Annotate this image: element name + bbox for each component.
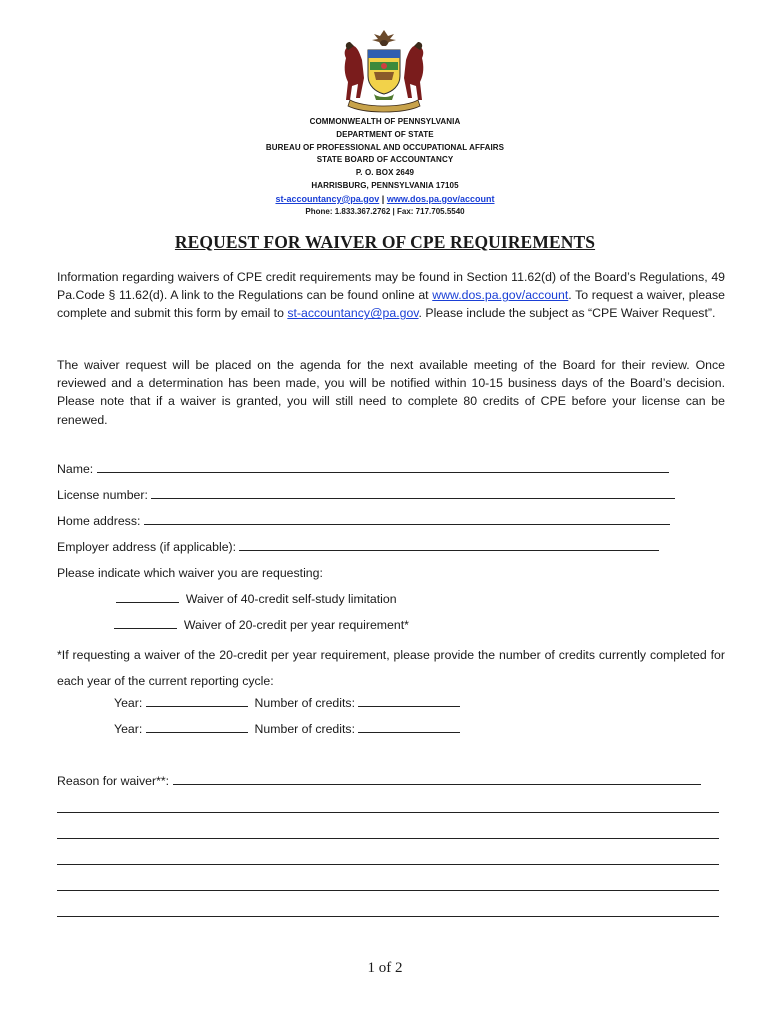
submit-email-link[interactable]: st-accountancy@pa.gov xyxy=(287,306,419,321)
name-label: Name: xyxy=(57,462,97,476)
reason-continuation-line[interactable] xyxy=(57,916,719,917)
license-input-line[interactable] xyxy=(151,487,675,499)
waiver-20-check-line[interactable] xyxy=(114,617,177,629)
year-label: Year: xyxy=(114,722,146,736)
header-line: BUREAU OF PROFESSIONAL AND OCCUPATIONAL AFFAIRS xyxy=(265,142,505,152)
reason-continuation-line[interactable] xyxy=(57,812,719,813)
pennsylvania-seal-logo xyxy=(334,28,434,114)
waiver-option-20-credit xyxy=(114,617,409,633)
intro-text: . To request a waiver, please complete and submit this form by email to xyxy=(57,288,725,321)
year-row xyxy=(114,721,460,737)
agency-header xyxy=(0,116,770,218)
waiver-40-check-line[interactable] xyxy=(116,591,179,603)
employer-address-input-line[interactable] xyxy=(239,539,659,551)
credits-note: *If requesting a waiver of the 20-credit per year requirement, please provide the number of credits currently completed for each year of the current reporting cycle: xyxy=(57,648,725,688)
header-line: HARRISBURG, PENNSYLVANIA 17105 xyxy=(311,180,459,190)
credits-label: Number of credits: xyxy=(247,696,359,710)
website-link[interactable]: www.dos.pa.gov/account xyxy=(386,193,495,204)
credits-input-line[interactable] xyxy=(358,721,460,733)
intro-text: . Please include the subject as “CPE Waiver Request”. xyxy=(418,306,716,321)
intro-paragraph xyxy=(57,268,725,323)
year-row xyxy=(114,695,460,711)
email-link[interactable]: st-accountancy@pa.gov xyxy=(275,193,380,204)
waiver-20-label: Waiver of 20-credit per year requirement* xyxy=(177,618,409,632)
employer-address-label: Employer address (if applicable): xyxy=(57,540,240,554)
phone-fax: Phone: 1.833.367.2762 | Fax: 717.705.5540 xyxy=(305,206,465,216)
name-field xyxy=(57,461,669,477)
year-input-line[interactable] xyxy=(146,721,248,733)
reason-field xyxy=(57,773,701,789)
reason-continuation-line[interactable] xyxy=(57,864,719,865)
header-line: STATE BOARD OF ACCOUNTANCY xyxy=(316,155,454,165)
reason-continuation-line[interactable] xyxy=(57,890,719,891)
intro-text: Information regarding waivers of CPE credit requirements may be found in Section 11.62(d) of the Board’s Regulations, 49 Pa.Code § 11.62(d). A link to the Regulations can be found online at xyxy=(57,270,725,303)
credits-label: Number of credits: xyxy=(247,722,359,736)
header-line: DEPARTMENT OF STATE xyxy=(336,129,434,139)
waiver-option-40-credit xyxy=(116,591,397,607)
license-label: License number: xyxy=(57,488,152,502)
name-input-line[interactable] xyxy=(97,461,669,473)
review-paragraph: The waiver request will be placed on the agenda for the next available meeting of the Board for their review. Once reviewed and a determination has been made, you will be notified within 10-15 business days of the Board’s decision. Please note that if a waiver is granted, you will still need to complete 80 credits of CPE before your license can be renewed. xyxy=(57,358,725,427)
form-title: REQUEST FOR WAIVER OF CPE REQUIREMENTS xyxy=(174,232,596,252)
waiver-prompt: Please indicate which waiver you are requesting: xyxy=(57,566,323,580)
year-input-line[interactable] xyxy=(146,695,248,707)
home-address-field xyxy=(57,513,670,529)
reason-label: Reason for waiver**: xyxy=(57,774,173,788)
reason-continuation-line[interactable] xyxy=(57,838,719,839)
home-address-input-line[interactable] xyxy=(144,513,670,525)
employer-address-field xyxy=(57,539,659,555)
waiver-40-label: Waiver of 40-credit self-study limitation xyxy=(179,592,397,606)
reason-input-line[interactable] xyxy=(173,773,701,785)
license-field xyxy=(57,487,675,503)
header-line: COMMONWEALTH OF PENNSYLVANIA xyxy=(309,117,461,126)
page-number: 1 of 2 xyxy=(367,960,403,976)
header-line: P. O. BOX 2649 xyxy=(355,168,415,178)
home-address-label: Home address: xyxy=(57,514,144,528)
header-links xyxy=(0,193,770,206)
regulations-link[interactable]: www.dos.pa.gov/account xyxy=(432,288,569,303)
credits-input-line[interactable] xyxy=(358,695,460,707)
year-label: Year: xyxy=(114,696,146,710)
link-separator: | xyxy=(379,193,387,204)
